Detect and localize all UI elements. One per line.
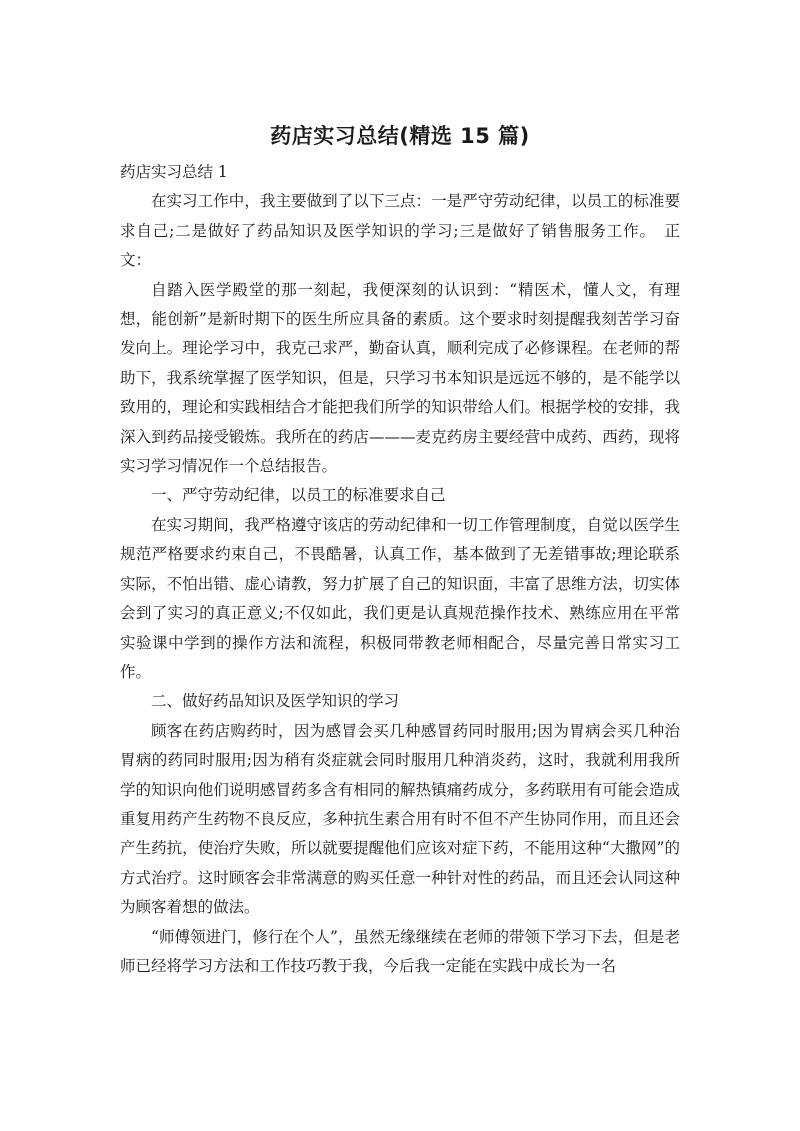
paragraph-closing: “师傅领进门，修行在个人”，虽然无缘继续在老师的带领下学习下去，但是老师已经将学习方法和工作技巧教于我，今后我一定能在实践中成长为一名 [120,927,680,975]
paragraph-knowledge: 顾客在药店购药时，因为感冒会买几种感冒药同时服用;因为胃病会买几种治胃病的药同时服用;因为稍有炎症就会同时服用几种消炎药，这时，我就利用我所学的知识向他们说明感冒药多含有相同的解热镇痛药成分，多药联用有可能会造成重复用药产生药物不良反应，多种抗生素合用有时不但不产生协同作用，而且还会产生药抗，使治疗失败，所以就要提醒他们应该对症下药，不能用这种“大撒网”的方式治疗。这时顾客会非常满意的购买任意一种针对性的药品，而且还会认同这种为顾客着想的做法。 [120,721,680,917]
section-heading: 药店实习总结 1 [120,163,228,181]
subheading-discipline: 一、严守劳动纪律，以员工的标准要求自己 [151,486,446,505]
document-body [120,158,680,981]
paragraph-discipline: 在实习期间，我严格遵守该店的劳动纪律和一切工作管理制度，自觉以医学生规范严格要求约束自己，不畏酷暑，认真工作，基本做到了无差错事故;理论联系实际，不怕出错、虚心请教，努力扩展了自己的知识面，丰富了思维方法，切实体会到了实习的真正意义;不仅如此，我们更是认真规范操作技术、熟练应用在平常实验课中学到的操作方法和流程，积极同带教老师相配合，尽量完善日常实习工作。 [120,515,680,681]
subheading-knowledge: 二、做好药品知识及医学知识的学习 [151,692,400,711]
paragraph-intro: 在实习工作中，我主要做到了以下三点：一是严守劳动纪律，以员工的标准要求自己;二是做好了药品知识及医学知识的学习;三是做好了销售服务工作。 正文： [120,192,680,270]
document-title: 药店实习总结(精选 15 篇) [270,124,530,148]
paragraph-background: 自踏入医学殿堂的那一刻起，我便深刻的认识到：“精医术，懂人文，有理想，能创新”是新时期下的医生所应具备的素质。这个要求时刻提醒我刻苦学习奋发向上。理论学习中，我克己求严，勤奋认真，顺利完成了必修课程。在老师的帮助下，我系统掌握了医学知识，但是，只学习书本知识是远远不够的，是不能学以致用的，理论和实践相结合才能把我们所学的知识带给人们。根据学校的安排，我深入到药品接受锻炼。我所在的药店———麦克药房主要经营中成药、西药，现将实习学习情况作一个总结报告。 [120,280,680,476]
